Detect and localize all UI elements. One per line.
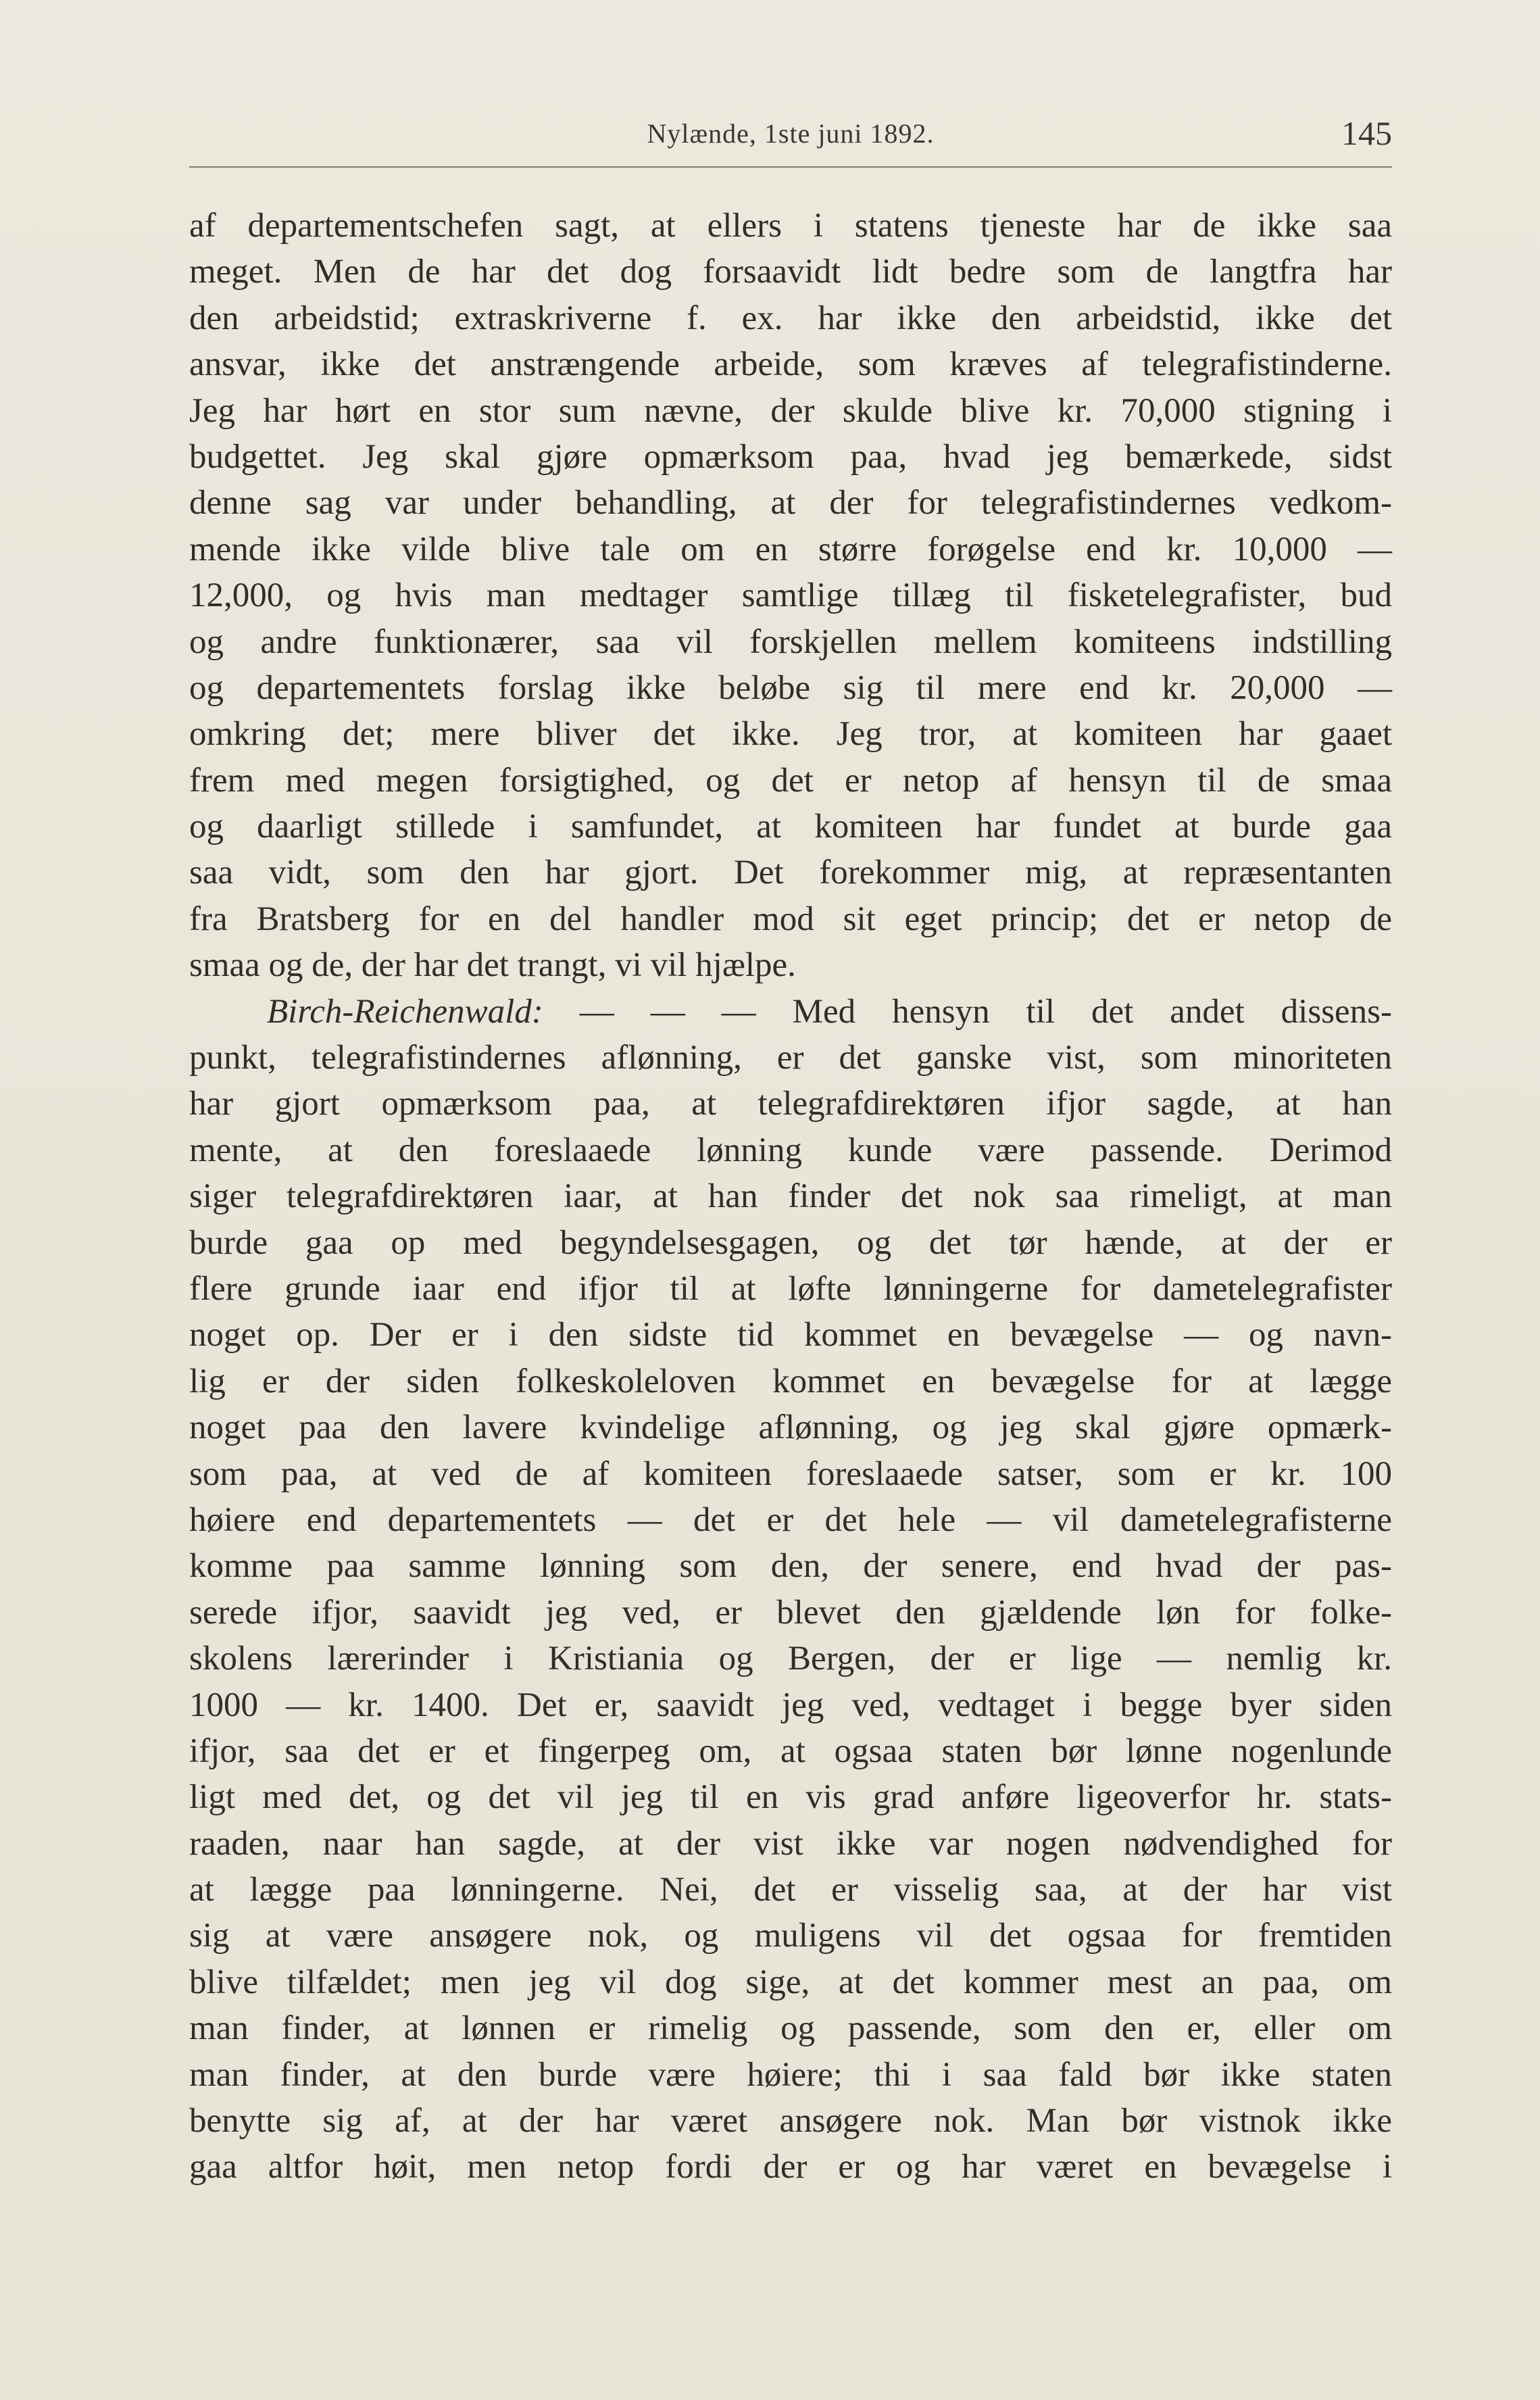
- text-line: ligt med det, og det vil jeg til en vis grad anføre ligeoverfor hr. stats-: [189, 1778, 1392, 1817]
- text-line: meget. Men de har det dog forsaavidt lidt bedre som de langtfra har: [189, 253, 1392, 291]
- text-line: at lægge paa lønningerne. Nei, det er visselig saa, at der har vist: [189, 1871, 1392, 1909]
- speaker-line: [189, 989, 1392, 1035]
- text-line: har gjort opmærksom paa, at telegrafdirektøren ifjor sagde, at han: [189, 1085, 1392, 1123]
- text-line: fra Bratsberg for en del handler mod sit eget princip; det er netop de: [189, 900, 1392, 938]
- speaker-line-rest: — — — Med hensyn til det andet dissens-: [579, 992, 1392, 1031]
- text-line: denne sag var under behandling, at der for telegrafistindernes vedkom-: [189, 484, 1392, 522]
- text-line: mende ikke vilde blive tale om en større forøgelse end kr. 10,000 —: [189, 530, 1392, 568]
- text-line: punkt, telegrafistindernes aflønning, er det ganske vist, som minoriteten: [189, 1039, 1392, 1077]
- page-number: 145: [1341, 114, 1392, 152]
- text-line: skolens lærerinder i Kristiania og Bergen, der er lige — nemlig kr.: [189, 1640, 1392, 1678]
- text-line: saa vidt, som den har gjort. Det forekommer mig, at repræsentanten: [189, 854, 1392, 892]
- speaker-name: Birch-Reichenwald:: [267, 992, 543, 1031]
- text-line: noget op. Der er i den sidste tid kommet en bevægelse — og navn-: [189, 1316, 1392, 1354]
- text-line: ansvar, ikke det anstrængende arbeide, som kræves af telegrafistinderne.: [189, 345, 1392, 384]
- text-line: man finder, at den burde være høiere; thi i saa fald bør ikke staten: [189, 2055, 1392, 2094]
- text-line: blive tilfældet; men jeg vil dog sige, at det kommer mest an paa, om: [189, 1963, 1392, 2001]
- text-line: benytte sig af, at der har været ansøgere nok. Man bør vistnok ikke: [189, 2102, 1392, 2140]
- text-line: man finder, at lønnen er rimelig og passende, som den er, eller om: [189, 2009, 1392, 2048]
- text-line: raaden, naar han sagde, at der vist ikke var nogen nødvendighed for: [189, 1824, 1392, 1863]
- text-line: af departementschefen sagt, at ellers i statens tjeneste har de ikke saa: [189, 207, 1392, 245]
- text-line: siger telegrafdirektøren iaar, at han finder det nok saa rimeligt, at man: [189, 1177, 1392, 1216]
- text-line: frem med megen forsigtighed, og det er netop af hensyn til de smaa: [189, 761, 1392, 800]
- text-line: som paa, at ved de af komiteen foreslaaede satser, som er kr. 100: [189, 1454, 1392, 1493]
- text-line: gaa altfor høit, men netop fordi der er og har været en bevægelse i: [189, 2148, 1392, 2186]
- running-title: Nylænde, 1ste juni 1892.: [647, 118, 935, 149]
- text-line: den arbeidstid; extraskriverne f. ex. har ikke den arbeidstid, ikke det: [189, 299, 1392, 337]
- text-line: smaa og de, der har det trangt, vi vil hjælpe.: [189, 946, 796, 985]
- page-header: [189, 114, 1392, 170]
- text-line: sig at være ansøgere nok, og muligens vil det ogsaa for fremtiden: [189, 1917, 1392, 1955]
- text-line: budgettet. Jeg skal gjøre opmærksom paa, hvad jeg bemærkede, sidst: [189, 437, 1392, 476]
- text-line: mente, at den foreslaaede lønning kunde være passende. Derimod: [189, 1131, 1392, 1169]
- body-text: [189, 203, 1392, 2190]
- text-line: komme paa samme lønning som den, der senere, end hvad der pas-: [189, 1547, 1392, 1586]
- text-line: noget paa den lavere kvindelige aflønning, og jeg skal gjøre opmærk-: [189, 1409, 1392, 1447]
- text-line: og andre funktionærer, saa vil forskjellen mellem komiteens indstilling: [189, 622, 1392, 661]
- text-line: og daarligt stillede i samfundet, at komiteen har fundet at burde gaa: [189, 808, 1392, 846]
- text-line: serede ifjor, saavidt jeg ved, er blevet den gjældende løn for folke-: [189, 1593, 1392, 1632]
- text-line: Jeg har hørt en stor sum nævne, der skulde blive kr. 70,000 stigning i: [189, 391, 1392, 430]
- text-line: 12,000, og hvis man medtager samtlige tillæg til fisketelegrafister, bud: [189, 577, 1392, 615]
- text-line: høiere end departementets — det er det hele — vil dametelegrafisterne: [189, 1500, 1392, 1539]
- header-rule: [189, 166, 1392, 168]
- text-line: ifjor, saa det er et fingerpeg om, at ogsaa staten bør lønne nogenlunde: [189, 1732, 1392, 1770]
- text-line: omkring det; mere bliver det ikke. Jeg tror, at komiteen har gaaet: [189, 715, 1392, 754]
- text-line: og departementets forslag ikke beløbe sig til mere end kr. 20,000 —: [189, 668, 1392, 707]
- text-line: lig er der siden folkeskoleloven kommet en bevægelse for at lægge: [189, 1362, 1392, 1400]
- text-line: flere grunde iaar end ifjor til at løfte lønningerne for dametelegrafister: [189, 1269, 1392, 1308]
- text-line: 1000 — kr. 1400. Det er, saavidt jeg ved, vedtaget i begge byer siden: [189, 1686, 1392, 1724]
- text-line: burde gaa op med begyndelsesgagen, og det tør hænde, at der er: [189, 1223, 1392, 1262]
